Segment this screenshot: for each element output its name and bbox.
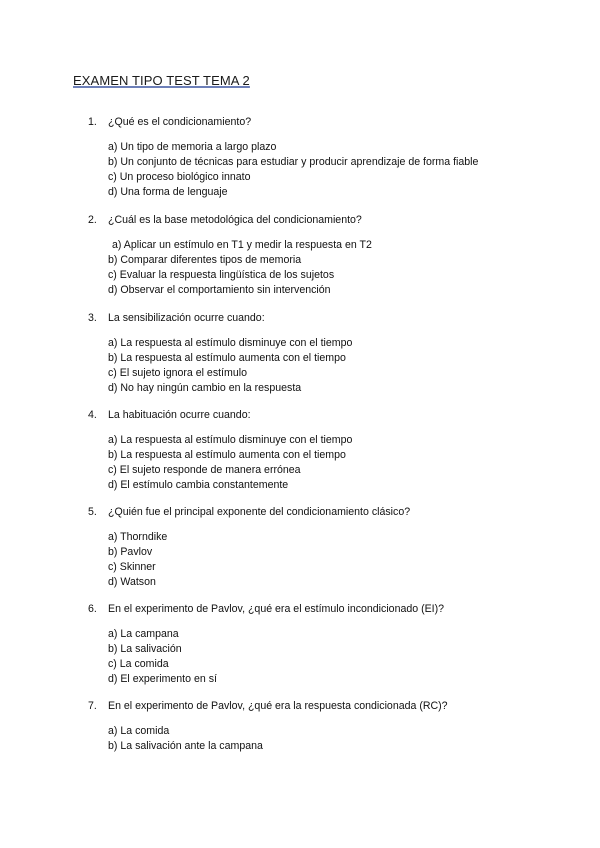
option-d: d) Una forma de lenguaje [108, 186, 228, 198]
option-a: a) Aplicar un estímulo en T1 y medir la respuesta en T2 [112, 239, 372, 251]
option-b: b) La respuesta al estímulo aumenta con el tiempo [108, 449, 346, 461]
option-list [108, 336, 352, 396]
option-c: c) El sujeto ignora el estímulo [108, 367, 247, 379]
option-b: b) La salivación [108, 643, 182, 655]
option-c: c) Evaluar la respuesta lingüística de los sujetos [108, 269, 335, 281]
option-b: b) Pavlov [108, 546, 153, 558]
question-number: 1. [88, 116, 97, 128]
option-a: a) La campana [108, 628, 179, 640]
question-number: 5. [88, 506, 97, 518]
question-header [88, 311, 265, 326]
option-d: d) Observar el comportamiento sin intervención [108, 284, 331, 296]
option-a: a) Un tipo de memoria a largo plazo [108, 141, 277, 153]
option-d: d) El estímulo cambia constantemente [108, 479, 289, 491]
option-list [108, 724, 263, 754]
question-text: ¿Qué es el condicionamiento? [108, 116, 252, 128]
question-header [88, 213, 362, 228]
question-number: 4. [88, 409, 97, 421]
question-header [88, 699, 448, 714]
option-b: b) La salivación ante la campana [108, 740, 263, 752]
question-number: 3. [88, 312, 97, 324]
option-list [108, 238, 372, 298]
option-a: a) Thorndike [108, 531, 168, 543]
question-text: La habituación ocurre cuando: [108, 409, 251, 421]
document-title: EXAMEN TIPO TEST TEMA 2 [73, 73, 250, 88]
option-list [108, 433, 352, 493]
question-number: 7. [88, 700, 97, 712]
option-c: c) Un proceso biológico innato [108, 171, 251, 183]
question-text: ¿Quién fue el principal exponente del condicionamiento clásico? [108, 506, 411, 518]
question-number: 6. [88, 603, 97, 615]
option-d: d) No hay ningún cambio en la respuesta [108, 382, 302, 394]
option-b: b) La respuesta al estímulo aumenta con el tiempo [108, 352, 346, 364]
option-list [108, 627, 217, 687]
option-a: a) La respuesta al estímulo disminuye con el tiempo [108, 434, 353, 446]
question-text: ¿Cuál es la base metodológica del condicionamiento? [108, 214, 362, 226]
question-number: 2. [88, 214, 97, 226]
option-c: c) El sujeto responde de manera errónea [108, 464, 301, 476]
option-d: d) El experimento en sí [108, 673, 217, 685]
option-list [108, 530, 167, 590]
option-a: a) La comida [108, 725, 170, 737]
option-c: c) Skinner [108, 561, 156, 573]
question-text: En el experimento de Pavlov, ¿qué era la respuesta condicionada (RC)? [108, 700, 448, 712]
question-header [88, 115, 251, 130]
option-c: c) La comida [108, 658, 169, 670]
question-header [88, 602, 444, 617]
option-b: b) Comparar diferentes tipos de memoria [108, 254, 302, 266]
question-text: En el experimento de Pavlov, ¿qué era el estímulo incondicionado (EI)? [108, 603, 445, 615]
option-b: b) Un conjunto de técnicas para estudiar y producir aprendizaje de forma fiable [108, 156, 479, 168]
option-a: a) La respuesta al estímulo disminuye con el tiempo [108, 337, 353, 349]
question-text: La sensibilización ocurre cuando: [108, 312, 265, 324]
question-header [88, 408, 251, 423]
option-d: d) Watson [108, 576, 156, 588]
option-list [108, 140, 478, 200]
question-header [88, 505, 410, 520]
